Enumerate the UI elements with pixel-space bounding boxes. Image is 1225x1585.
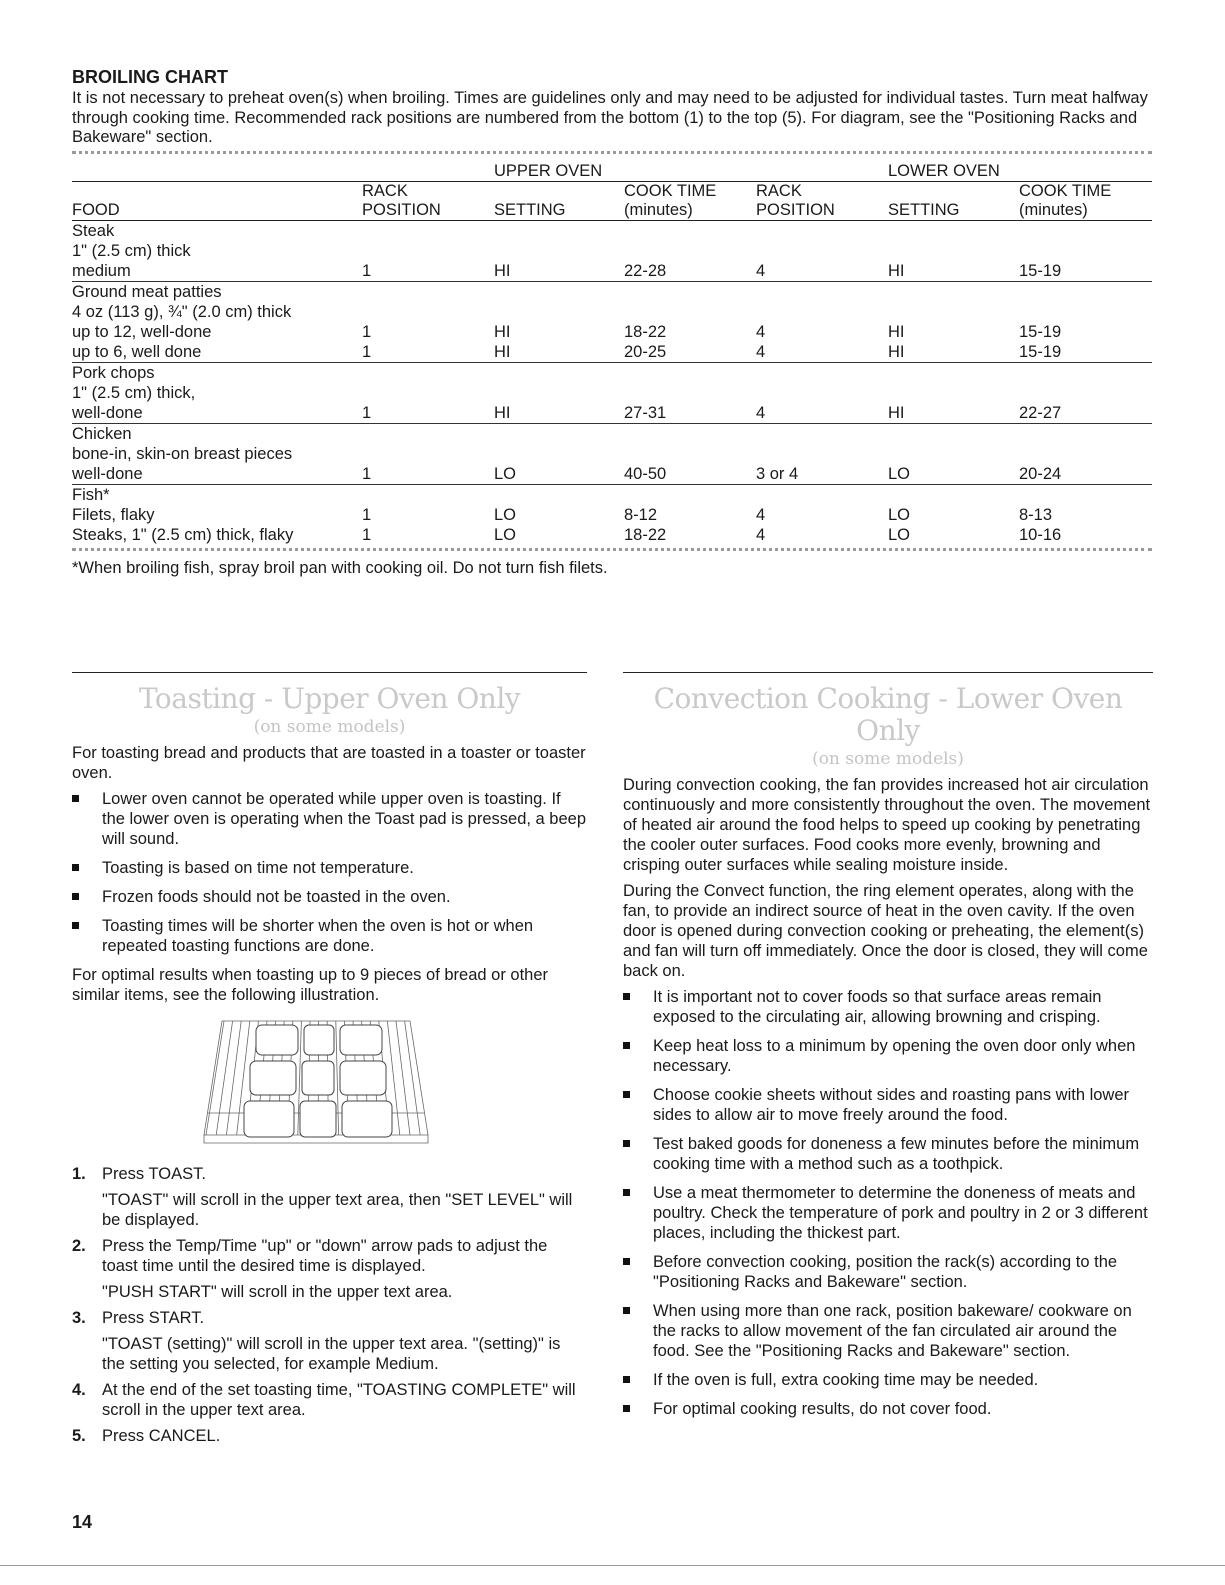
food-group-row xyxy=(72,281,1152,302)
bullet-square-icon xyxy=(623,1140,630,1147)
cell-l-setting: LO xyxy=(888,464,1019,485)
step-text: Press the Temp/Time "up" or "down" arrow pads to adjust the toast time until the desired time is displayed. xyxy=(102,1237,548,1275)
list-item-text: If the oven is full, extra cooking time may be needed. xyxy=(653,1371,1039,1389)
food-description: Filets, flaky xyxy=(72,505,155,524)
upper-rack-header: RACK POSITION xyxy=(362,181,441,219)
lower-oven-header: LOWER OVEN xyxy=(888,161,1000,180)
step-detail: "TOAST" will scroll in the upper text area, then "SET LEVEL" will be displayed. xyxy=(102,1191,573,1229)
cell-u-rack xyxy=(362,302,494,322)
list-item-text: Choose cookie sheets without sides and roasting pans with lower sides to allow air to move freely around the food. xyxy=(653,1086,1130,1124)
broiling-intro: It is not necessary to preheat oven(s) when broiling. Times are guidelines only and may need to be adjusted for individual tastes. Turn meat halfway through cooking time. Recommended rack positions are numbered from the bottom (1) to the top (5). For diagram, see the "Positioning Racks and Bakeware" section. xyxy=(72,89,1148,146)
step-item xyxy=(72,1380,587,1420)
food-description: medium xyxy=(72,261,362,282)
convection-subtitle: (on some models) xyxy=(812,749,964,769)
list-item xyxy=(623,1036,1153,1076)
cell-l-rack: 4 xyxy=(756,505,766,524)
cell-l-time xyxy=(1019,444,1152,464)
upper-oven-header: UPPER OVEN xyxy=(494,161,603,180)
cell-l-rack: 4 xyxy=(756,261,888,282)
table-row xyxy=(72,505,1152,525)
food-description: Steaks, 1" (2.5 cm) thick, flaky xyxy=(72,525,294,544)
food-group-name: Fish* xyxy=(72,485,110,504)
food-group-row xyxy=(72,484,1152,505)
cell-u-rack xyxy=(362,241,494,261)
cell-u-rack: 1 xyxy=(362,403,494,424)
cell-l-setting: LO xyxy=(888,525,911,544)
lower-setting-header: SETTING xyxy=(888,200,960,219)
step-number: 4. xyxy=(72,1381,86,1399)
list-item-text: Toasting is based on time not temperature. xyxy=(102,859,414,877)
cell-u-time: 18-22 xyxy=(624,322,667,341)
broiling-table xyxy=(72,157,1152,545)
cell-l-time xyxy=(1019,302,1152,322)
cell-u-setting: HI xyxy=(494,403,624,424)
cell-l-time: 8-13 xyxy=(1019,505,1053,524)
cell-l-time: 20-24 xyxy=(1019,464,1152,485)
cell-l-rack: 4 xyxy=(756,342,888,363)
toasting-intro: For toasting bread and products that are toasted in a toaster or toaster oven. xyxy=(72,744,586,782)
cell-l-time: 15-19 xyxy=(1019,261,1152,282)
cell-u-rack: 1 xyxy=(362,464,494,485)
convection-para-1: During convection cooking, the fan provides increased hot air circulation continuously and more consistently throughout the oven. The movement of heated air around the food helps to speed up cooking by penetrating the cooler outer surfaces. Food cooks more evenly, browning and crisping outer surfaces while sealing moisture inside. xyxy=(623,776,1151,874)
cell-l-setting: HI xyxy=(888,261,1019,282)
step-text: At the end of the set toasting time, "TOASTING COMPLETE" will scroll in the upper text area. xyxy=(102,1381,576,1419)
upper-setting-header: SETTING xyxy=(494,200,566,219)
food-description: well-done xyxy=(72,403,362,424)
cell-u-setting xyxy=(494,241,624,261)
food-group-name: Chicken xyxy=(72,424,132,443)
cell-u-setting xyxy=(494,444,624,464)
toasting-rule xyxy=(72,672,587,673)
cell-l-setting: HI xyxy=(888,342,1019,363)
page-number: 14 xyxy=(72,1512,93,1532)
list-item xyxy=(72,789,587,849)
bullet-square-icon xyxy=(623,1258,630,1265)
cell-u-time: 20-25 xyxy=(624,342,756,363)
cell-l-setting: HI xyxy=(888,403,1019,424)
step-item xyxy=(72,1236,587,1302)
table-row xyxy=(72,525,1152,545)
convection-para-2: During the Convect function, the ring element operates, along with the fan, to provide an indirect source of heat in the oven cavity. If the oven door is opened during convection cooking or preheating, the element(s) and fan will turn off immediately. Once the door is closed, they will come back on. xyxy=(623,882,1148,980)
bullet-square-icon xyxy=(623,1405,630,1412)
cell-l-time: 15-19 xyxy=(1019,342,1152,363)
step-number: 1. xyxy=(72,1165,86,1183)
cell-u-time: 27-31 xyxy=(624,403,756,424)
cell-l-rack: 4 xyxy=(756,525,766,544)
cell-u-setting xyxy=(494,302,624,322)
bullet-square-icon xyxy=(72,864,79,871)
toasting-title: Toasting - Upper Oven Only xyxy=(138,682,521,715)
broiling-table-body xyxy=(72,220,1152,545)
lower-rack-header: RACK POSITION xyxy=(756,181,835,219)
cell-l-rack: 4 xyxy=(756,322,766,341)
list-item-text: Use a meat thermometer to determine the doneness of meats and poultry. Check the temperature of pork and poultry in 2 or 3 different places, including the thickest part. xyxy=(653,1184,1148,1242)
step-text: Press CANCEL. xyxy=(102,1427,221,1445)
step-number: 3. xyxy=(72,1309,86,1327)
cell-l-time: 15-19 xyxy=(1019,322,1062,341)
cell-u-time xyxy=(624,302,756,322)
bullet-square-icon xyxy=(623,1189,630,1196)
step-item xyxy=(72,1164,587,1230)
bullet-square-icon xyxy=(72,922,79,929)
list-item-text: It is important not to cover foods so that surface areas remain exposed to the circulating air, allowing browning and crisping. xyxy=(653,988,1102,1026)
list-item-text: Test baked goods for doneness a few minutes before the minimum cooking time with a method such as a toothpick. xyxy=(653,1135,1140,1173)
list-item xyxy=(623,1134,1153,1174)
cell-u-time: 8-12 xyxy=(624,505,658,524)
convection-bullets xyxy=(623,987,1153,1419)
toasting-section xyxy=(72,672,587,1452)
convection-title: Convection Cooking - Lower Oven Only xyxy=(653,682,1123,747)
cell-l-rack xyxy=(756,444,888,464)
food-group-row xyxy=(72,220,1152,241)
cell-u-time xyxy=(624,444,756,464)
food-description: well-done xyxy=(72,464,362,485)
list-item xyxy=(623,1183,1153,1243)
food-header: FOOD xyxy=(72,200,120,219)
table-row xyxy=(72,464,1152,485)
cell-l-time: 22-27 xyxy=(1019,403,1152,424)
table-row xyxy=(72,302,1152,322)
toast-rack-illustration xyxy=(200,1013,587,1158)
food-group-row xyxy=(72,423,1152,444)
food-description: up to 12, well-done xyxy=(72,322,212,341)
toasting-optimal: For optimal results when toasting up to 9 pieces of bread or other similar items, see the following illustration. xyxy=(72,966,549,1004)
cell-u-time xyxy=(624,383,756,403)
bullet-square-icon xyxy=(623,1091,630,1098)
cell-u-time: 22-28 xyxy=(624,261,756,282)
table-row xyxy=(72,403,1152,424)
list-item xyxy=(623,1399,1153,1419)
cell-u-rack: 1 xyxy=(362,525,372,544)
cell-u-setting: HI xyxy=(494,342,624,363)
broiling-section xyxy=(72,66,1152,578)
food-description: 4 oz (113 g), ¾" (2.0 cm) thick xyxy=(72,302,292,321)
list-item-text: For optimal cooking results, do not cover food. xyxy=(653,1400,992,1418)
cell-u-rack xyxy=(362,444,494,464)
column-header-row xyxy=(72,181,1152,220)
list-item xyxy=(72,887,587,907)
list-item xyxy=(72,916,587,956)
cell-l-setting xyxy=(888,444,1019,464)
step-detail: "TOAST (setting)" will scroll in the upper text area. "(setting)" is the setting you selected, for example Medium. xyxy=(102,1335,561,1373)
cell-u-rack xyxy=(362,383,494,403)
cell-l-rack: 3 or 4 xyxy=(756,464,888,485)
bullet-square-icon xyxy=(72,893,79,900)
food-description: bone-in, skin-on breast pieces xyxy=(72,444,293,463)
cell-u-setting: HI xyxy=(494,261,624,282)
convection-section xyxy=(623,672,1153,1428)
cell-u-setting: LO xyxy=(494,505,517,524)
cell-u-setting xyxy=(494,383,624,403)
cell-l-time xyxy=(1019,383,1152,403)
broiling-chart-title: BROILING CHART xyxy=(72,67,228,87)
upper-cooktime-header: COOK TIME (minutes) xyxy=(624,181,717,219)
cell-l-time: 10-16 xyxy=(1019,525,1062,544)
toasting-bullets xyxy=(72,789,587,956)
convection-rule xyxy=(623,672,1153,673)
food-group-name: Pork chops xyxy=(72,363,155,382)
cell-u-rack: 1 xyxy=(362,342,494,363)
cell-l-rack xyxy=(756,241,888,261)
list-item-text: When using more than one rack, position bakeware/ cookware on the racks to allow movement of the fan circulated air around the food. See the "Positioning Racks and Bakeware" section. xyxy=(653,1302,1132,1360)
step-number: 2. xyxy=(72,1237,86,1255)
list-item xyxy=(623,1370,1153,1390)
bullet-square-icon xyxy=(623,1376,630,1383)
cell-l-rack: 4 xyxy=(756,403,888,424)
list-item xyxy=(623,1301,1153,1361)
bottom-rule xyxy=(0,1565,1225,1566)
list-item xyxy=(623,1085,1153,1125)
table-row xyxy=(72,241,1152,261)
step-text: Press START. xyxy=(102,1309,205,1327)
list-item-text: Lower oven cannot be operated while upper oven is toasting. If the lower oven is operating when the Toast pad is pressed, a beep will sound. xyxy=(102,790,587,848)
bullet-square-icon xyxy=(623,993,630,1000)
cell-l-setting xyxy=(888,383,1019,403)
cell-u-setting: LO xyxy=(494,464,624,485)
list-item-text: Frozen foods should not be toasted in the oven. xyxy=(102,888,451,906)
bullet-square-icon xyxy=(623,1042,630,1049)
list-item-text: Before convection cooking, position the rack(s) according to the "Positioning Racks and Bakeware" section. xyxy=(653,1253,1118,1291)
cell-u-rack: 1 xyxy=(362,322,372,341)
oven-header-row xyxy=(72,157,1152,182)
step-number: 5. xyxy=(72,1427,86,1445)
list-item-text: Keep heat loss to a minimum by opening the oven door only when necessary. xyxy=(653,1037,1136,1075)
step-text: Press TOAST. xyxy=(102,1165,206,1183)
cell-u-time: 18-22 xyxy=(624,525,667,544)
list-item xyxy=(623,1252,1153,1292)
toasting-subtitle: (on some models) xyxy=(253,717,406,737)
step-detail: "PUSH START" will scroll in the upper text area. xyxy=(102,1283,453,1301)
cell-u-time xyxy=(624,241,756,261)
food-group-name: Steak xyxy=(72,221,115,240)
food-description: up to 6, well done xyxy=(72,342,362,363)
cell-l-time xyxy=(1019,241,1152,261)
fish-footnote: *When broiling fish, spray broil pan with cooking oil. Do not turn fish filets. xyxy=(72,558,608,577)
step-item xyxy=(72,1426,587,1446)
cell-l-setting: HI xyxy=(888,322,905,341)
bullet-square-icon xyxy=(72,795,79,802)
food-group-row xyxy=(72,362,1152,383)
cell-l-rack xyxy=(756,383,888,403)
table-row xyxy=(72,444,1152,464)
cell-l-setting: LO xyxy=(888,505,911,524)
food-description: 1" (2.5 cm) thick xyxy=(72,241,191,260)
cell-l-setting xyxy=(888,241,1019,261)
list-item xyxy=(623,987,1153,1027)
table-row xyxy=(72,322,1152,342)
toast-rack-icon xyxy=(200,1013,432,1153)
food-group-name: Ground meat patties xyxy=(72,282,222,301)
dotted-divider-bottom xyxy=(72,548,1152,554)
cell-u-rack: 1 xyxy=(362,261,494,282)
step-item xyxy=(72,1308,587,1374)
toasting-steps xyxy=(72,1164,587,1446)
cell-l-setting xyxy=(888,302,1019,322)
cell-u-setting: HI xyxy=(494,322,511,341)
cell-l-rack xyxy=(756,302,888,322)
bullet-square-icon xyxy=(623,1307,630,1314)
food-description: 1" (2.5 cm) thick, xyxy=(72,383,196,402)
list-item xyxy=(72,858,587,878)
cell-u-time: 40-50 xyxy=(624,464,756,485)
cell-u-rack: 1 xyxy=(362,505,372,524)
lower-cooktime-header: COOK TIME (minutes) xyxy=(1019,181,1112,219)
table-row xyxy=(72,261,1152,282)
cell-u-setting: LO xyxy=(494,525,517,544)
table-row xyxy=(72,342,1152,363)
table-row xyxy=(72,383,1152,403)
list-item-text: Toasting times will be shorter when the oven is hot or when repeated toasting functions are done. xyxy=(102,917,534,955)
